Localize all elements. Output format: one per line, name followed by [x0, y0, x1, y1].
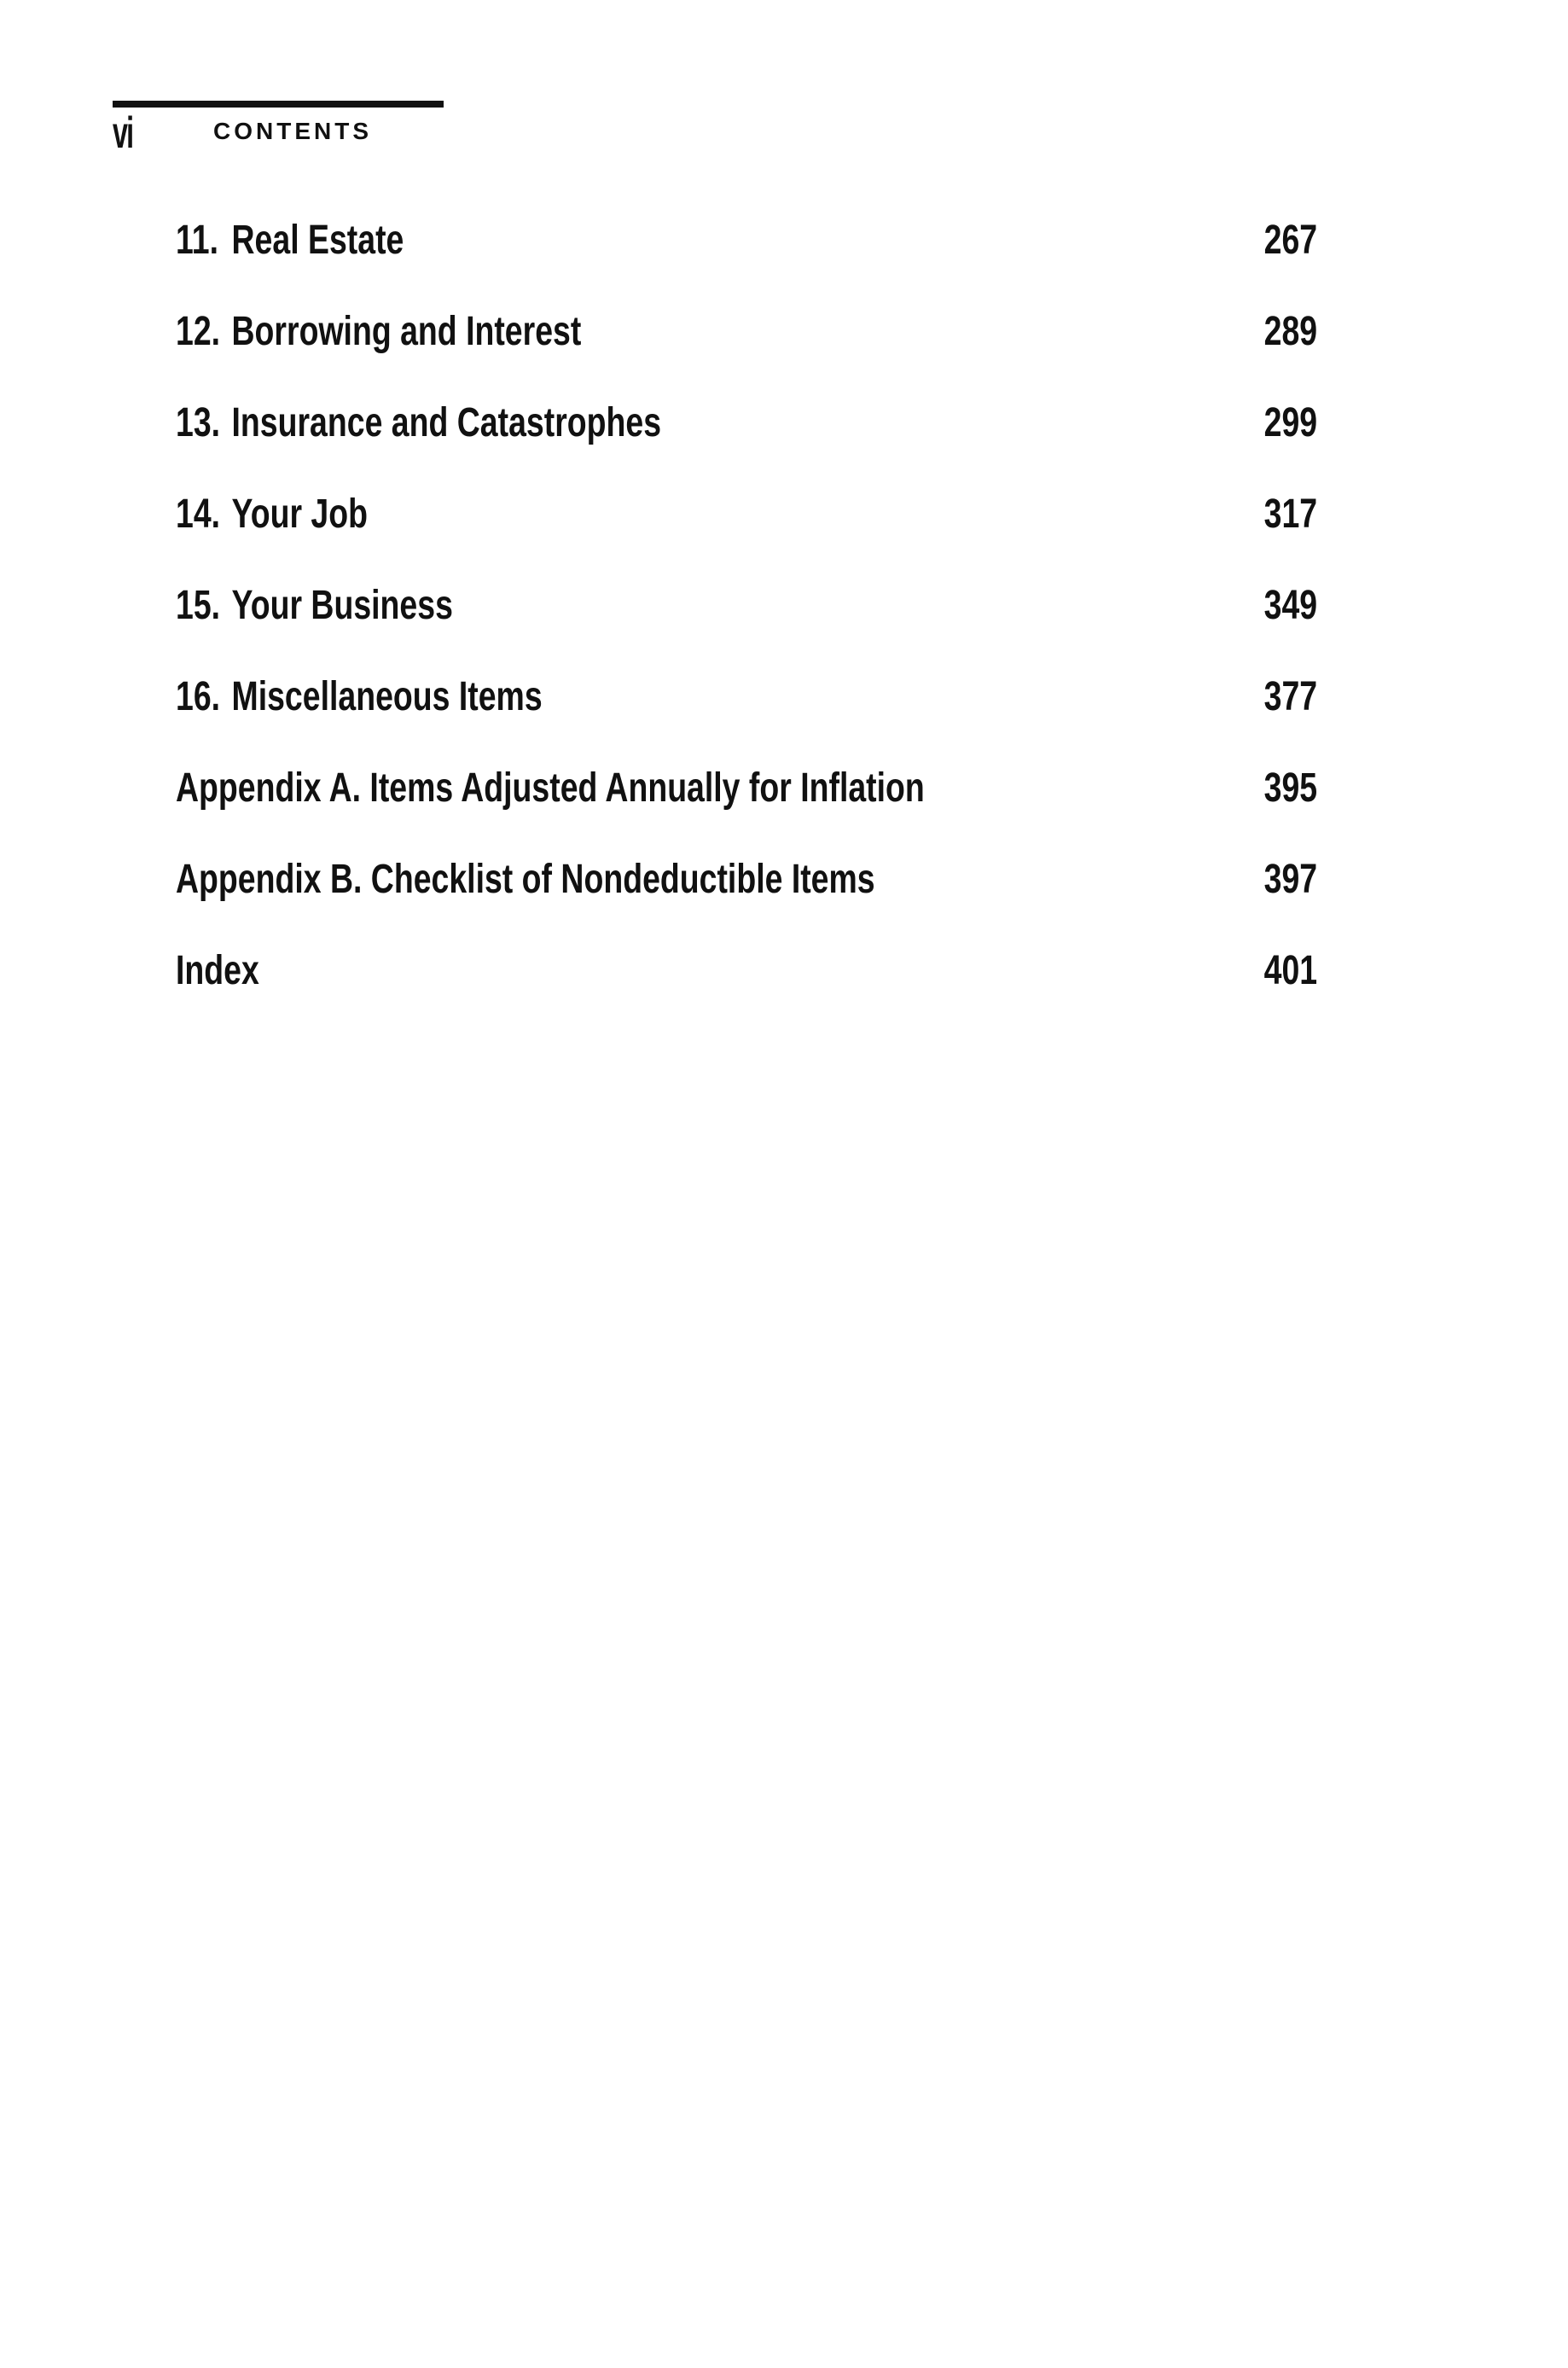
toc-entry-label: Miscellaneous Items — [231, 674, 543, 719]
toc-entry-title — [176, 305, 581, 359]
toc-entry-number: 15. — [176, 583, 221, 628]
toc-entry-page: 299 — [1263, 400, 1317, 445]
toc-entry-title — [176, 487, 368, 542]
toc-entry-label: Insurance and Catastrophes — [231, 400, 662, 445]
toc-entry-number: 16. — [176, 674, 221, 719]
toc-entry-label: Your Job — [231, 492, 368, 537]
toc-entry-index[interactable] — [176, 944, 1317, 1035]
toc-entry-14[interactable] — [176, 487, 1317, 579]
toc-entry-title: Appendix A. Items Adjusted Annually for Inflation — [176, 765, 925, 811]
toc-entry-appendix-a[interactable] — [176, 761, 1317, 852]
toc-entry-13[interactable] — [176, 396, 1317, 487]
page-header — [113, 101, 444, 169]
toc-entry-number: 13. — [176, 400, 221, 445]
toc-entry-page: 401 — [1263, 948, 1317, 993]
toc-entry-page: 289 — [1263, 309, 1317, 354]
toc-entry-label: Borrowing and Interest — [231, 309, 582, 354]
toc-entry-title: Index — [176, 948, 259, 993]
toc-entry-title — [176, 396, 661, 451]
toc-entry-page: 267 — [1263, 218, 1317, 263]
toc-entry-number: 12. — [176, 309, 221, 354]
table-of-contents — [176, 213, 1317, 1035]
running-head: CONTENTS — [213, 118, 372, 144]
toc-entry-11[interactable] — [176, 213, 1317, 305]
toc-entry-16[interactable] — [176, 670, 1317, 761]
toc-entry-label: Your Business — [231, 583, 453, 628]
toc-entry-appendix-b[interactable] — [176, 852, 1317, 944]
toc-entry-page: 395 — [1263, 765, 1317, 811]
toc-entry-15[interactable] — [176, 579, 1317, 670]
header-rule — [113, 101, 444, 108]
page-number: vi — [113, 108, 133, 158]
toc-entry-title: Appendix B. Checklist of Nondeductible Items — [176, 857, 875, 902]
toc-entry-12[interactable] — [176, 305, 1317, 396]
toc-entry-label: Real Estate — [231, 218, 404, 263]
toc-entry-number: 14. — [176, 492, 221, 537]
toc-entry-page: 317 — [1263, 492, 1317, 537]
toc-entry-number: 11. — [176, 218, 218, 263]
toc-entry-title — [176, 213, 404, 268]
toc-entry-page: 397 — [1263, 857, 1317, 902]
toc-entry-title — [176, 670, 543, 724]
toc-entry-page: 377 — [1263, 674, 1317, 719]
toc-entry-page: 349 — [1263, 583, 1317, 628]
toc-entry-title — [176, 579, 453, 633]
